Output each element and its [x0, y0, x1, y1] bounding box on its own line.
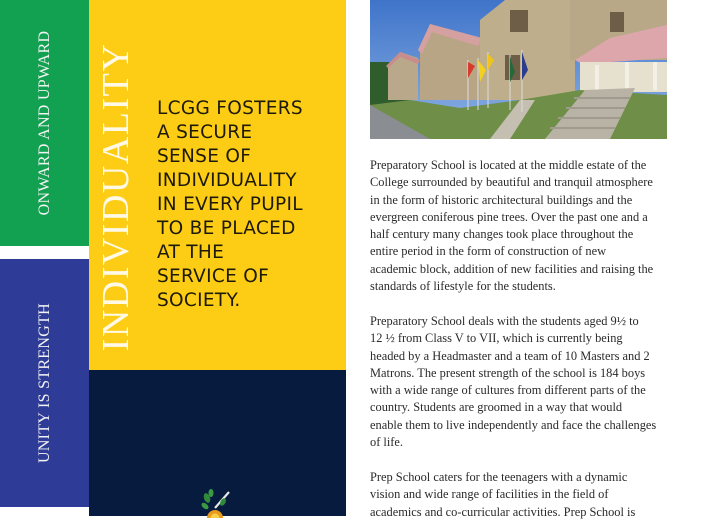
paragraph-line: with a wide range of cultures from different parts of the: [370, 383, 646, 398]
statement-line: AT THE: [157, 242, 225, 263]
paragraph-line: country. Students are groomed in a way that would: [370, 400, 623, 415]
article-paragraph-students: [370, 313, 690, 451]
motto-onward-upward: ONWARD AND UPWARD: [36, 30, 53, 216]
paragraph-line: of life.: [370, 435, 404, 450]
paragraph-line: Matrons. The present strength of the school is 184 boys: [370, 365, 646, 380]
paragraph-line: vision and wide range of facilities in the field of: [370, 487, 609, 502]
individuality-vertical-title: INDIVIDUALITY: [95, 42, 137, 352]
crest-panel: [89, 370, 346, 516]
statement-line: SOCIETY.: [157, 290, 241, 311]
motto-unity-strength: UNITY IS STRENGTH: [36, 302, 53, 464]
article-paragraph-location: [370, 157, 690, 295]
paragraph-line: half century many changes took place throughout the: [370, 227, 634, 242]
paragraph-line: in the form of historic architectural buildings and the: [370, 192, 633, 207]
statement-line: SENSE OF: [157, 146, 252, 167]
article-paragraph-facilities: [370, 469, 690, 521]
paragraph-line: entire period in the form of construction of new: [370, 244, 607, 259]
school-building-image: [370, 0, 667, 139]
motto-panel-unity: [0, 259, 89, 507]
paragraph-line: evergreen coniferous pine trees. Over the past one and a: [370, 209, 648, 224]
paragraph-line: Preparatory School is located at the middle estate of the: [370, 158, 647, 172]
individuality-statement: [157, 97, 347, 313]
statement-line: TO BE PLACED: [157, 218, 296, 239]
paragraph-line: 12 ½ from Class V to VII, which is currently being: [370, 331, 623, 346]
statement-line: SERVICE OF: [157, 266, 270, 287]
paragraph-line: Preparatory School deals with the students aged 9½ to: [370, 314, 639, 328]
paragraph-line: academic block, addition of new facilities and raising the: [370, 261, 654, 276]
statement-line: IN EVERY PUPIL: [157, 194, 303, 215]
statement-line: A SECURE: [157, 122, 253, 143]
school-crest-icon: [197, 488, 237, 518]
statement-line: LCGG FOSTERS: [157, 98, 303, 119]
paragraph-line: academics and co-curricular activities. Prep School is: [370, 504, 636, 519]
paragraph-line: headed by a Headmaster and a team of 10 Masters and 2: [370, 348, 650, 363]
individuality-panel: [89, 0, 346, 370]
paragraph-line: standards of lifestyle for the students.: [370, 279, 556, 294]
school-building-photo: [370, 0, 667, 139]
motto-panel-onward: [0, 0, 89, 246]
paragraph-line: College surrounded by beautiful and tranquil atmosphere: [370, 175, 653, 190]
statement-line: INDIVIDUALITY: [157, 170, 297, 191]
paragraph-line: Prep School caters for the teenagers with a dynamic: [370, 470, 628, 484]
paragraph-line: enable them to live independently and face the challenges: [370, 417, 657, 432]
